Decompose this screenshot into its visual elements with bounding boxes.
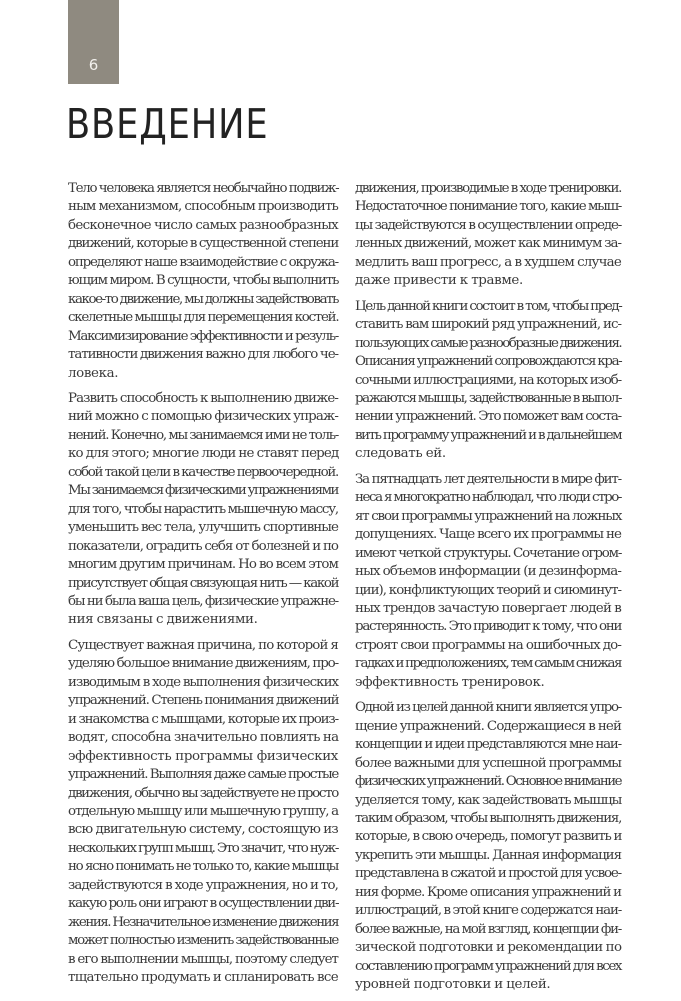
text-line: движения, производимые в ходе тренировки. <box>355 181 621 196</box>
text-line: физических упражнений. Основное внимание <box>355 774 622 790</box>
paragraph <box>68 637 338 988</box>
text-line: эффективность тренировок. <box>355 674 545 690</box>
text-line: жения. Незначительное изменение движения <box>68 914 339 930</box>
text-line: бы ни была ваша цель, физические упражне- <box>68 593 338 609</box>
text-line: задействуются в ходе упражнения, но и то, <box>68 877 338 893</box>
text-line: За пятнадцать лет деятельности в мире фит- <box>355 471 621 487</box>
text-line: неса я многократно наблюдал, что люди стро- <box>355 490 621 506</box>
text-line: гадках и предположениях, тем самым снижая <box>355 656 621 672</box>
text-line: представлена в сжатой и простой для усвое- <box>355 866 621 882</box>
text-line: эффективность программы физических <box>68 748 338 764</box>
paragraph <box>355 471 621 692</box>
text-line: составлению программ упражнений для всех <box>355 958 621 974</box>
paragraph <box>68 390 338 630</box>
text-line: всю двигательную систему, состоящую из <box>68 822 338 838</box>
text-line: Недостаточное понимание того, какие мыш- <box>355 199 621 215</box>
text-line: даже привести к травме. <box>355 273 523 289</box>
text-line: уделяется тому, как задействовать мышцы <box>355 792 622 808</box>
paragraph <box>68 180 338 383</box>
text-line: отдельную мышцу или мышечную группу, а <box>68 803 338 819</box>
text-line: вить программу упражнений и в дальнейшем <box>355 427 622 443</box>
text-line: уделяю большое внимание движениям, про- <box>68 656 338 672</box>
text-line: Цель данной книги состоит в том, чтобы пред- <box>355 298 622 314</box>
text-line: уменьшить вес тела, улучшить спортивные <box>68 520 338 536</box>
text-line: упражнений. Степень понимания движений <box>68 693 339 709</box>
text-line: для того, чтобы нарастить мышечную массу, <box>68 501 338 517</box>
text-line: таким образом, чтобы выполнять движения, <box>355 810 622 826</box>
text-line: ния связаны с движениями. <box>68 612 258 628</box>
text-line: следовать ей. <box>355 446 446 462</box>
text-line: многим другим причинам. Но во всем этом <box>68 557 338 573</box>
paragraph <box>355 699 621 994</box>
text-line: уровней подготовки и целей. <box>355 977 551 993</box>
chapter-title: ВВЕДЕНИЕ <box>66 100 269 148</box>
text-line: тативности движения важно для любого че- <box>68 347 338 363</box>
text-line: присутствует общая связующая нить — какой <box>68 575 339 591</box>
text-line: ным механизмом, способным производить <box>68 199 338 215</box>
text-line: какую роль они играют в осуществлении дви- <box>68 896 339 912</box>
text-line: движения, обычно вы задействуете не просто <box>68 785 338 801</box>
text-line: изводимым в ходе выполнения физических <box>68 674 339 690</box>
text-line: укрепить эти мышцы. Данная информация <box>355 847 621 863</box>
text-line: строят свои программы на ошибочных до- <box>355 637 621 653</box>
text-line: и знакомства с мышцами, которые их произ- <box>68 711 338 727</box>
text-line: ных трендов зачастую повергает людей в <box>355 600 622 616</box>
page-number-box <box>68 0 119 84</box>
text-line: медлить ваш прогресс, а в худшем случае <box>355 254 621 270</box>
text-line: упражнений. Выполняя даже самые простые <box>68 767 338 783</box>
text-line: какое-то движение, мы должны задействовать <box>68 291 338 307</box>
text-line: сочными иллюстрациями, на которых изоб- <box>355 372 621 388</box>
text-line: ленных движений, может как минимум за- <box>355 236 621 252</box>
text-line: Мы занимаемся физическими упражнениями <box>68 483 338 499</box>
text-line: но ясно понимать не только то, какие мышцы <box>68 859 339 875</box>
text-line: Развить способность к выполнению движе- <box>68 390 339 406</box>
text-line: ражаются мышцы, задействованные в выпол- <box>355 390 621 406</box>
text-line: пользующих самые разнообразные движения. <box>355 335 622 351</box>
text-line: ющим миром. В сущности, чтобы выполнить <box>68 273 339 289</box>
text-line: нескольких групп мышц. Это значит, что нуж- <box>68 840 338 856</box>
text-line: иллюстраций, в этой книге содержатся наи- <box>355 903 622 919</box>
right-text-column <box>355 180 621 1001</box>
text-line: которые, в свою очередь, помогут развить и <box>355 829 622 845</box>
text-line: цы задействуются в осуществлении опреде- <box>355 217 622 233</box>
text-line: Существует важная причина, по которой я <box>68 637 338 653</box>
text-line: может полностью изменить задействованные <box>68 933 338 949</box>
text-line: концепции и идеи представляются мне наи- <box>355 737 621 753</box>
text-line: определяют наше взаимодействие с окружа- <box>68 254 338 270</box>
left-text-column <box>68 180 338 994</box>
text-line: имеют четкой структуры. Сочетание огром- <box>355 545 622 561</box>
text-line: движений, которые в существенной степени <box>68 236 339 252</box>
text-line: более важные, на мой взгляд, концепции фи- <box>355 921 621 937</box>
text-line: Тело человека является необычайно подвиж- <box>68 181 339 196</box>
text-line: водят, способна значительно повлиять на <box>68 730 339 746</box>
text-line: тщательно продумать и спланировать все <box>68 970 338 986</box>
paragraph <box>355 180 621 291</box>
text-line: щение упражнений. Содержащиеся в ней <box>355 718 622 734</box>
text-line: Описания упражнений сопровождаются кра- <box>355 354 622 370</box>
text-line: бесконечное число самых разнообразных <box>68 217 338 233</box>
text-line: зической подготовки и рекомендации по <box>355 940 622 956</box>
text-line: допущениях. Чаще всего их программы не <box>355 527 621 543</box>
text-line: собой такой цели в качестве первоочередной. <box>68 464 338 480</box>
text-line: растерянность. Это приводит к тому, что они <box>355 619 622 635</box>
text-line: Одной из целей данной книги является упро- <box>355 700 621 716</box>
text-line: ставить вам широкий ряд упражнений, ис- <box>355 317 622 333</box>
text-line: Максимизирование эффективности и резуль- <box>68 328 338 344</box>
text-line: скелетные мышцы для перемещения костей. <box>68 310 339 326</box>
text-line: более важными для успешной программы <box>355 755 622 771</box>
text-line: ции), конфликтующих теорий и сиюминут- <box>355 582 622 598</box>
text-line: нении упражнений. Это поможет вам соста- <box>355 409 621 425</box>
text-line: ний можно с помощью физических упраж- <box>68 409 338 425</box>
text-line: нений. Конечно, мы занимаемся ими не толь- <box>68 427 338 443</box>
paragraph <box>355 298 621 464</box>
text-line: ных объемов информации (и дезинформа- <box>355 564 622 580</box>
text-line: в его выполнении мышцы, поэтому следует <box>68 951 338 967</box>
text-line: ния форме. Кроме описания упражнений и <box>355 884 621 900</box>
page-number: 6 <box>88 56 99 74</box>
text-line: ко для этого; многие люди не ставят перед <box>68 446 339 462</box>
text-line: ловека. <box>68 365 119 381</box>
text-line: показатели, оградить себя от болезней и по <box>68 538 338 554</box>
text-line: ят свои программы упражнений на ложных <box>355 508 622 524</box>
